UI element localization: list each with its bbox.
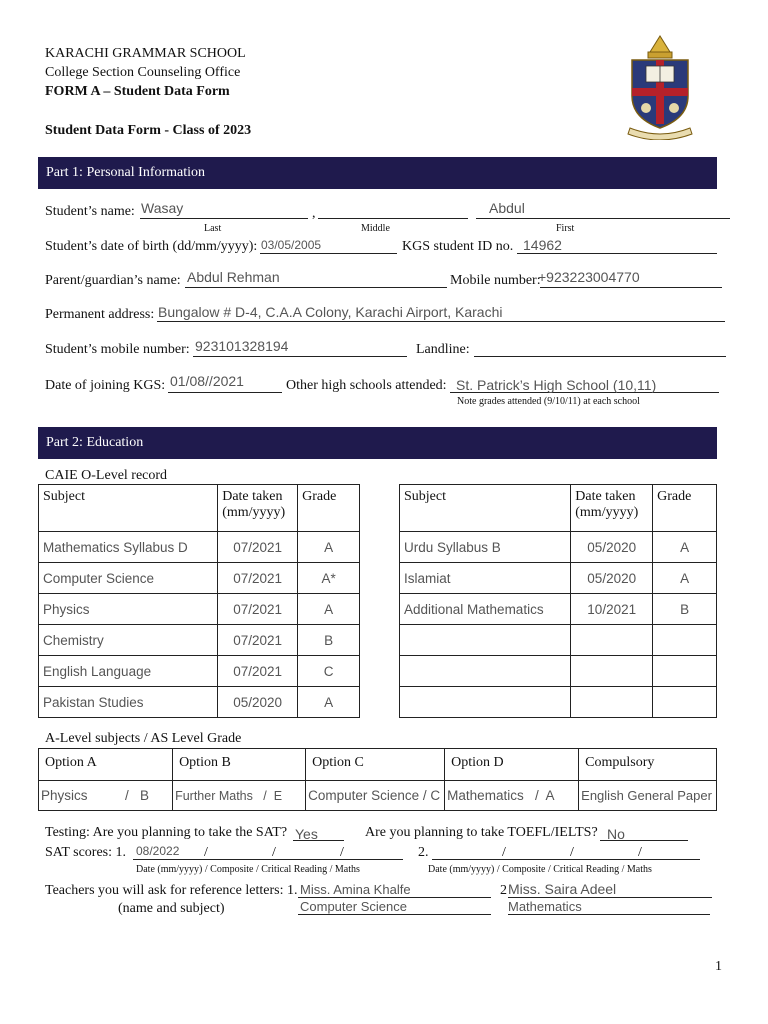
- sat1-date-field[interactable]: 08/2022: [136, 844, 180, 858]
- landline-label: Landline:: [416, 342, 470, 357]
- grade-cell[interactable]: [653, 625, 717, 656]
- subject-cell[interactable]: Additional Mathematics: [400, 594, 571, 625]
- option-a-value[interactable]: Physics / B: [39, 781, 173, 811]
- subject-cell[interactable]: Islamiat: [400, 563, 571, 594]
- page-number: 1: [715, 959, 722, 974]
- grade-cell[interactable]: A*: [298, 563, 360, 594]
- grade-cell[interactable]: B: [298, 625, 360, 656]
- mobile-label: Mobile number:: [450, 273, 541, 288]
- form-subtitle: Student Data Form - Class of 2023: [45, 123, 252, 138]
- sat2-slash-2: /: [570, 845, 574, 860]
- mobile-field[interactable]: +923223004770: [538, 269, 640, 285]
- part2-header: Part 2: Education: [38, 427, 717, 459]
- date-cell[interactable]: 07/2021: [218, 532, 298, 563]
- sat1-slash-3: /: [340, 845, 344, 860]
- teacher2-subject-field[interactable]: Mathematics: [508, 899, 582, 914]
- student-id-label: KGS student ID no.: [402, 239, 514, 254]
- other-schools-note: Note grades attended (9/10/11) at each school: [457, 396, 640, 407]
- option-a-header: Option A: [39, 749, 173, 781]
- grade-cell[interactable]: A: [653, 563, 717, 594]
- date-cell[interactable]: 10/2021: [571, 594, 653, 625]
- table-row: [39, 563, 360, 594]
- toefl-answer-field[interactable]: No: [607, 826, 625, 842]
- grade-cell[interactable]: A: [298, 687, 360, 718]
- subject-cell[interactable]: Pakistan Studies: [39, 687, 218, 718]
- teacher1-subject-field[interactable]: Computer Science: [300, 899, 407, 914]
- sat-answer-field[interactable]: Yes: [295, 826, 318, 842]
- date-cell[interactable]: 07/2021: [218, 656, 298, 687]
- subject-cell[interactable]: [400, 625, 571, 656]
- grade-cell[interactable]: A: [298, 594, 360, 625]
- subject-cell[interactable]: Urdu Syllabus B: [400, 532, 571, 563]
- subject-cell[interactable]: English Language: [39, 656, 218, 687]
- teachers-sublabel: (name and subject): [118, 901, 225, 916]
- table-row: [400, 563, 717, 594]
- alevel-label: A-Level subjects / AS Level Grade: [45, 731, 242, 746]
- first-name-field[interactable]: Abdul: [489, 200, 525, 216]
- student-mobile-field[interactable]: 923101328194: [195, 338, 289, 354]
- grade-cell[interactable]: B: [653, 594, 717, 625]
- sat1-slash-1: /: [204, 845, 208, 860]
- alevel-options-table: [38, 748, 717, 811]
- olevel-label: CAIE O-Level record: [45, 468, 168, 483]
- col-subject-header: Subject: [39, 485, 218, 532]
- teacher2-name-field[interactable]: Miss. Saira Adeel: [508, 881, 617, 897]
- last-caption: Last: [204, 223, 222, 234]
- name-label: Student’s name:: [45, 204, 135, 219]
- date-cell[interactable]: [571, 687, 653, 718]
- sat2-caption: Date (mm/yyyy) / Composite / Critical Reading / Maths: [428, 864, 652, 875]
- teachers-label: Teachers you will ask for reference letters: 1.: [45, 883, 298, 898]
- sat-question: Testing: Are you planning to take the SAT?: [45, 825, 288, 840]
- table-row: [39, 656, 360, 687]
- address-label: Permanent address:: [45, 307, 155, 322]
- table-row: [400, 656, 717, 687]
- joining-label: Date of joining KGS:: [45, 378, 166, 393]
- subject-cell[interactable]: Physics: [39, 594, 218, 625]
- grade-cell[interactable]: [653, 656, 717, 687]
- first-caption: First: [556, 223, 575, 234]
- table-row: [400, 687, 717, 718]
- grade-cell[interactable]: A: [298, 532, 360, 563]
- col-date-header: Date taken (mm/yyyy): [571, 485, 653, 532]
- name-comma: ,: [312, 206, 316, 221]
- other-schools-field[interactable]: St. Patrick’s High School (10,11): [456, 377, 657, 393]
- date-cell[interactable]: 07/2021: [218, 594, 298, 625]
- sat-scores-label: SAT scores: 1.: [45, 845, 127, 860]
- part1-header: Part 1: Personal Information: [38, 157, 717, 189]
- table-row: [400, 625, 717, 656]
- guardian-field[interactable]: Abdul Rehman: [187, 269, 280, 285]
- compulsory-value[interactable]: English General Paper: [579, 781, 717, 811]
- grade-cell[interactable]: [653, 687, 717, 718]
- school-name: KARACHI GRAMMAR SCHOOL: [45, 46, 246, 61]
- table-row: [39, 687, 360, 718]
- dob-field[interactable]: 03/05/2005: [261, 238, 322, 252]
- option-d-value[interactable]: Mathematics / A: [445, 781, 579, 811]
- date-cell[interactable]: 07/2021: [218, 625, 298, 656]
- grade-cell[interactable]: A: [653, 532, 717, 563]
- form-title: FORM A – Student Data Form: [45, 84, 230, 99]
- olevel-table-left: [38, 484, 360, 718]
- teacher1-name-field[interactable]: Miss. Amina Khalfe: [300, 882, 411, 897]
- toefl-question: Are you planning to take TOEFL/IELTS?: [365, 825, 598, 840]
- table-row: [400, 532, 717, 563]
- subject-cell[interactable]: Computer Science: [39, 563, 218, 594]
- sat1-caption: Date (mm/yyyy) / Composite / Critical Reading / Maths: [136, 864, 360, 875]
- sat1-slash-2: /: [272, 845, 276, 860]
- date-cell[interactable]: [571, 656, 653, 687]
- date-cell[interactable]: 05/2020: [571, 532, 653, 563]
- table-row: [39, 625, 360, 656]
- col-subject-header: Subject: [400, 485, 571, 532]
- date-cell[interactable]: 05/2020: [571, 563, 653, 594]
- dob-label: Student’s date of birth (dd/mm/yyyy):: [45, 239, 258, 254]
- option-d-header: Option D: [445, 749, 579, 781]
- table-row: [39, 594, 360, 625]
- subject-cell[interactable]: Chemistry: [39, 625, 218, 656]
- teacher2-label: 2: [500, 883, 507, 898]
- option-c-header: Option C: [306, 749, 445, 781]
- col-date-header: Date taken (mm/yyyy): [218, 485, 298, 532]
- joining-date-field[interactable]: 01/08//2021: [170, 373, 244, 389]
- subject-cell[interactable]: [400, 656, 571, 687]
- school-crest-logo: [620, 32, 700, 140]
- col-grade-header: Grade: [653, 485, 717, 532]
- option-b-value[interactable]: Further Maths / E: [173, 781, 306, 811]
- compulsory-header: Compulsory: [579, 749, 717, 781]
- student-id-field[interactable]: 14962: [523, 237, 562, 253]
- table-row: [400, 594, 717, 625]
- subject-cell[interactable]: [400, 687, 571, 718]
- sat2-slash-1: /: [502, 845, 506, 860]
- address-field[interactable]: Bungalow # D-4, C.A.A Colony, Karachi Airport, Karachi: [158, 304, 503, 320]
- subject-cell[interactable]: Mathematics Syllabus D: [39, 532, 218, 563]
- sat2-slash-3: /: [638, 845, 642, 860]
- option-c-value[interactable]: Computer Science / C: [306, 781, 445, 811]
- date-cell[interactable]: 07/2021: [218, 563, 298, 594]
- sat2-label: 2.: [418, 845, 429, 860]
- table-row: [39, 532, 360, 563]
- middle-caption: Middle: [361, 223, 390, 234]
- guardian-label: Parent/guardian’s name:: [45, 273, 181, 288]
- office-name: College Section Counseling Office: [45, 65, 241, 80]
- grade-cell[interactable]: C: [298, 656, 360, 687]
- last-name-field[interactable]: Wasay: [141, 200, 184, 216]
- olevel-table-right: [399, 484, 717, 718]
- other-schools-label: Other high schools attended:: [286, 378, 447, 393]
- date-cell[interactable]: 05/2020: [218, 687, 298, 718]
- option-b-header: Option B: [173, 749, 306, 781]
- student-mobile-label: Student’s mobile number:: [45, 342, 190, 357]
- col-grade-header: Grade: [298, 485, 360, 532]
- date-cell[interactable]: [571, 625, 653, 656]
